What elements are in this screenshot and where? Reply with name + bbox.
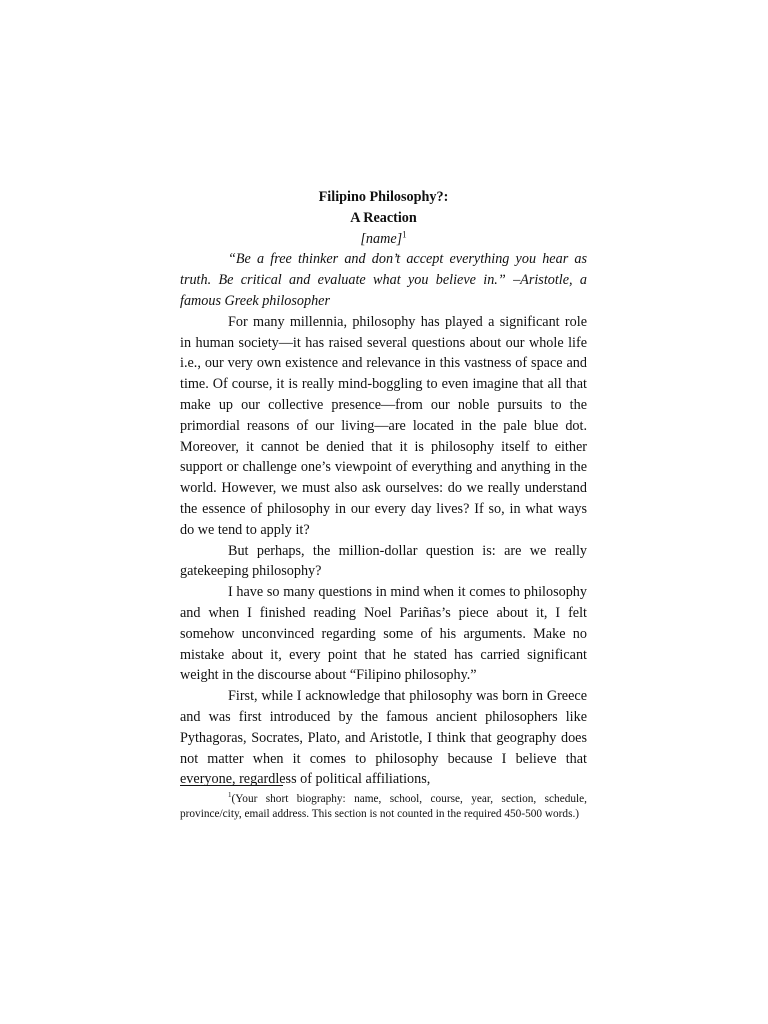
body-paragraph-1: For many millennia, philosophy has played a significant role in human society—it has raised several questions about our whole life i.e., our very own existence and relevance in this vastness of space and time. Of course, it is really mind-boggling to even imagine that all that make up our collective presence—from our noble pursuits to the primordial reasons of our living—are located in the pale blue dot. Moreover, it cannot be denied that it is philosophy itself to either support or challenge one’s viewpoint of everything and anything in the world. However, we must also ask ourselves: do we really understand the essence of philosophy in our every day lives? If so, in what ways do we tend to apply it? [180,313,587,538]
author-name: [name] [360,230,403,247]
footnote-section [180,785,587,822]
body-paragraph-4: First, while I acknowledge that philosophy was born in Greece and was first introduced by the famous ancient philosophers like Pythagoras, Socrates, Plato, and Aristotle, I think that geography does not matter when it comes to philosophy because I believe that everyone, regardless of political affiliations, [180,688,587,788]
author-footnote-reference[interactable]: 1 [402,228,407,239]
epigraph-quote: “Be a free thinker and don’t accept everything you hear as truth. Be critical and evaluate what you believe in.” –Aristotle, a famous Greek philosopher [180,251,587,309]
body-paragraph-2: But perhaps, the million-dollar question is: are we really gatekeeping philosophy? [180,542,587,580]
author-line [180,229,587,250]
footnote-content: (Your short biography: name, school, course, year, section, schedule, province/city, email address. This section is not counted in the required 450-500 words.) [180,793,587,820]
document-body [180,187,587,790]
footnote-separator [180,785,283,786]
footnote-text-line [180,792,587,822]
body-paragraph-3: I have so many questions in mind when it comes to philosophy and when I finished reading Noel Pariñas’s piece about it, I felt somehow unconvinced regarding some of his arguments. Make no mistake about it, every point that he stated has carried significant weight in the discourse about “Filipino philosophy.” [180,584,587,684]
document-title-line-2: A Reaction [350,209,417,226]
document-title-line-1: Filipino Philosophy?: [318,189,449,205]
footnote-mark: 1 [228,791,232,800]
